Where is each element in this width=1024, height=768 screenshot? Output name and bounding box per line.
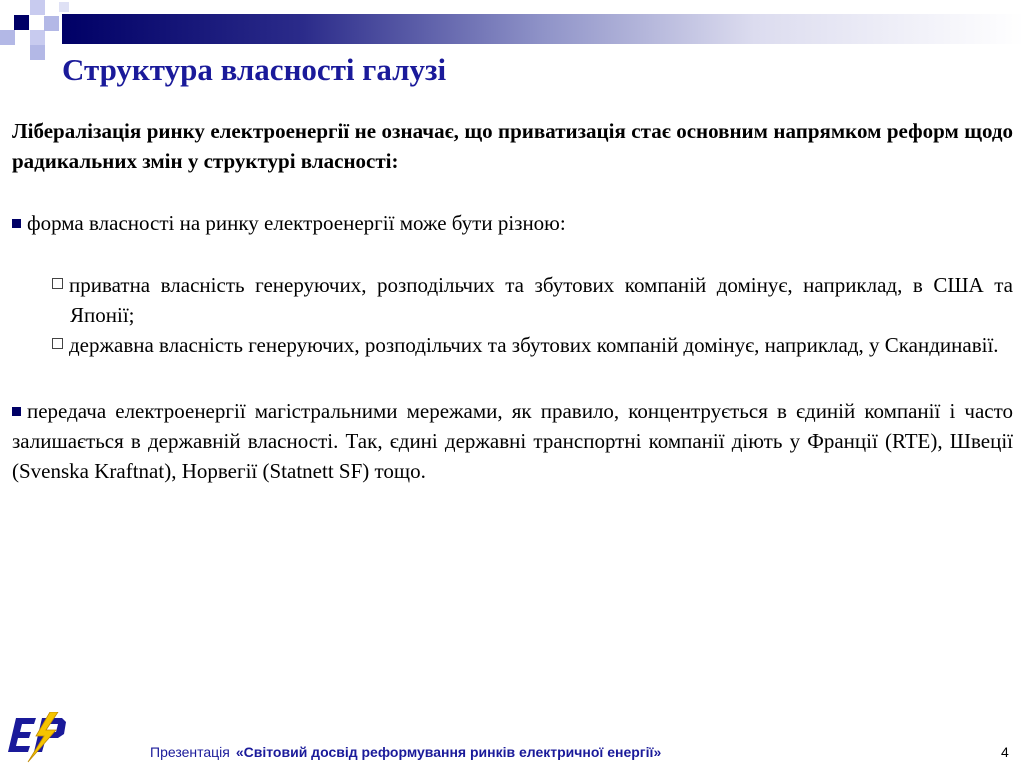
decor-square — [0, 30, 15, 45]
bullet-text: передача електроенергії магістральними мережами, як правило, концентрується в єдиній компанії і часто залишається в державній власності. Так, єдині державні транспортні компанії діють у Франції (RTE), Швеції (Svenska Kraftnat), Норвегії (Statnett SF) тощо. — [12, 399, 1013, 483]
sub-bullet-text: приватна власність генеруючих, розподільчих та збутових компаній домінує, наприклад, в США та Японії; — [69, 273, 1013, 327]
footer-caption — [150, 744, 661, 760]
footer-presentation-title: «Світовий досвід реформування ринків електричної енергії» — [235, 744, 662, 760]
footer-prefix: Презентація — [150, 744, 230, 760]
bullet-item — [12, 396, 1013, 486]
title-gradient-bar — [62, 14, 1024, 44]
hollow-square-bullet-icon — [52, 278, 63, 289]
decor-square — [30, 0, 45, 15]
bullet-item — [12, 208, 1013, 238]
decor-square — [44, 16, 59, 31]
ep-lightning-logo-icon — [6, 712, 70, 764]
sub-bullet-item — [12, 270, 1013, 330]
corner-decoration — [0, 0, 64, 64]
decor-square — [14, 15, 29, 30]
slide-title: Структура власності галузі — [62, 52, 447, 87]
decor-square — [30, 45, 45, 60]
sub-bullet-text: державна власність генеруючих, розподільчих та збутових компаній домінує, наприклад, у Скандинавії. — [69, 333, 999, 357]
lead-paragraph: Лібералізація ринку електроенергії не означає, що приватизація стає основним напрямком реформ щодо радикальних змін у структурі власності: — [12, 119, 1013, 173]
hollow-square-bullet-icon — [52, 338, 63, 349]
square-bullet-icon — [12, 219, 21, 228]
decor-square — [59, 2, 69, 12]
bullet-text: форма власності на ринку електроенергії може бути різною: — [27, 211, 566, 235]
decor-square — [30, 30, 45, 45]
page-number: 4 — [1001, 744, 1009, 760]
sub-bullet-item — [12, 330, 1013, 360]
square-bullet-icon — [12, 407, 21, 416]
slide-body — [12, 116, 1013, 486]
